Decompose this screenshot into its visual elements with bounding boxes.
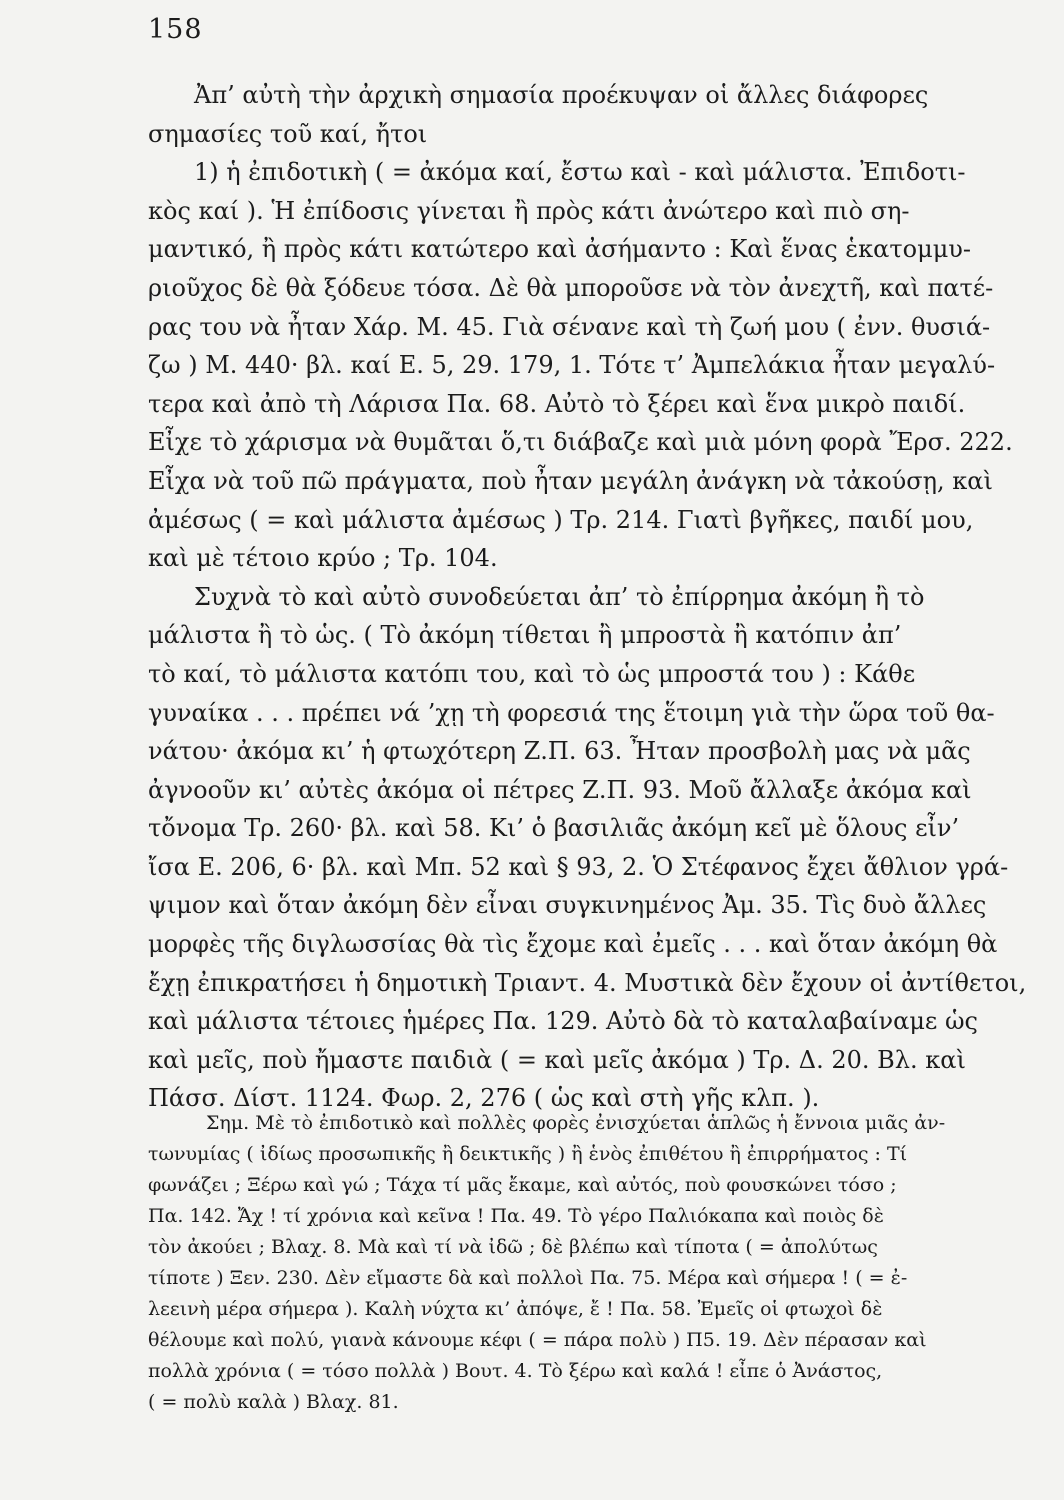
note-line: Πα. 142. Ἄχ ! τί χρόνια καὶ κεῖνα ! Πα. 49. Τὸ γέρο Παλιόκαπα καὶ ποιὸς δὲ — [148, 1205, 884, 1227]
text-line: ψιμον καὶ ὅταν ἀκόμη δὲν εἶναι συγκινημένος Ἀμ. 35. Τὶς δυὸ ἄλλες — [148, 891, 987, 920]
text-line: τερα καὶ ἀπὸ τὴ Λάρισα Πα. 68. Αὐτὸ τὸ ξέρει καὶ ἕνα μικρὸ παιδί. — [148, 389, 966, 418]
note-line: φωνάζει ; Ξέρω καὶ γώ ; Τάχα τί μᾶς ἔκαμε, καὶ αὐτός, ποὺ φουσκώνει τόσο ; — [148, 1174, 897, 1196]
text-line: ἀμέσως ( = καὶ μάλιστα ἀμέσως ) Τρ. 214. Γιατὶ βγῆκες, παιδί μου, — [148, 505, 974, 534]
text-line: καὶ μάλιστα τέτοιες ἡμέρες Πα. 129. Αὐτὸ δὰ τὸ καταλαβαίναμε ὡς — [148, 1007, 978, 1036]
text-line: τὄνομα Τρ. 260· βλ. καὶ 58. Κι’ ὁ βασιλιᾶς ἀκόμη κεῖ μὲ ὅλους εἶν’ — [148, 814, 960, 843]
note-line: τὸν ἀκούει ; Βλαχ. 8. Μὰ καὶ τί νὰ ἰδῶ ; δὲ βλέπω καὶ τίποτα ( = ἀπολύτως — [148, 1236, 878, 1258]
text-line: τὸ καί, τὸ μάλιστα κατόπι του, καὶ τὸ ὡς μπροστά του ) : Κάθε — [148, 659, 916, 688]
note-line: ( = πολὺ καλὰ ) Βλαχ. 81. — [148, 1391, 399, 1413]
text-line: σημασίες τοῦ καί, ἤτοι — [148, 119, 428, 148]
text-line: ζω ) Μ. 440· βλ. καί Ε. 5, 29. 179, 1. Τότε τ’ Ἀμπελάκια ἦταν μεγαλύ- — [148, 351, 996, 380]
text-line: μαντικό, ἢ πρὸς κάτι κατώτερο καὶ ἀσήμαντο : Καὶ ἕνας ἑκατομμυ- — [148, 235, 971, 264]
text-line: ριοῦχος δὲ θὰ ξόδευε τόσα. Δὲ θὰ μποροῦσε νὰ τὸν ἀνεχτῆ, καὶ πατέ- — [148, 273, 994, 302]
text-line: ρας του νὰ ἦταν Χάρ. Μ. 45. Γιὰ σένανε καὶ τὴ ζωή μου ( ἐνν. θυσιά- — [148, 312, 991, 341]
text-line: Ἀπ’ αὐτὴ τὴν ἀρχικὴ σημασία προέκυψαν οἱ ἄλλες διάφορες — [194, 81, 929, 109]
text-line: καὶ μεῖς, ποὺ ἤμαστε παιδιὰ ( = καὶ μεῖς ἀκόμα ) Τρ. Δ. 20. Βλ. καὶ — [148, 1045, 966, 1074]
text-line: Εἶχε τὸ χάρισμα νὰ θυμᾶται ὅ,τι διάβαζε καὶ μιὰ μόνη φορὰ Ἔρσ. 222. — [148, 428, 1013, 457]
text-line: ἀγνοοῦν κι’ αὐτὲς ἀκόμα οἱ πέτρες Ζ.Π. 93. Μοῦ ἄλλαξε ἀκόμα καὶ — [148, 775, 972, 804]
text-line: κὸς καί ). Ἡ ἐπίδοσις γίνεται ἢ πρὸς κάτι ἀνώτερο καὶ πιὸ ση- — [148, 196, 910, 225]
text-line: Πάσσ. Δίστ. 1124. Φωρ. 2, 276 ( ὡς καὶ στὴ γῆς κλπ. ). — [148, 1084, 820, 1113]
text-line: γυναίκα . . . πρέπει νά ’χῃ τὴ φορεσιά της ἕτοιμη γιὰ τὴν ὥρα τοῦ θα- — [148, 698, 995, 727]
note-line: πολλὰ χρόνια ( = τόσο πολλὰ ) Βουτ. 4. Τὸ ξέρω καὶ καλά ! εἶπε ὁ Ἀνάστος, — [148, 1360, 883, 1382]
text-line: ἴσα Ε. 206, 6· βλ. καὶ Μπ. 52 καὶ § 93, 2. Ὁ Στέφανος ἔχει ἄθλιον γρά- — [148, 852, 1009, 881]
main-text — [148, 76, 1060, 1118]
text-line: μάλιστα ἢ τὸ ὡς. ( Τὸ ἀκόμη τίθεται ἢ μπροστὰ ἢ κατόπιν ἀπ’ — [148, 621, 902, 650]
note-line: τίποτε ) Ξεν. 230. Δὲν εἴμαστε δὰ καὶ πολλοὶ Πα. 75. Μέρα καὶ σήμερα ! ( = ἐ- — [148, 1267, 908, 1289]
text-line: νάτου· ἀκόμα κι’ ἡ φτωχότερη Ζ.Π. 63. Ἦταν προσβολὴ μας νὰ μᾶς — [148, 737, 971, 766]
text-line: καὶ μὲ τέτοιο κρύο ; Τρ. 104. — [148, 544, 498, 573]
note-line: λεεινὴ μέρα σήμερα ). Καλὴ νύχτα κι’ ἀπόψε, ἔ ! Πα. 58. Ἐμεῖς οἱ φτωχοὶ δὲ — [148, 1298, 883, 1320]
note-line: Σημ. Μὲ τὸ ἐπιδοτικὸ καὶ πολλὲς φορὲς ἐνισχύεται ἁπλῶς ἡ ἔννοια μιᾶς ἀν- — [206, 1112, 946, 1134]
page-number: 158 — [148, 14, 203, 45]
note-block — [148, 1108, 1060, 1418]
note-line: θέλουμε καὶ πολύ, γιανὰ κάνουμε κέφι ( = πάρα πολὺ ) Π5. 19. Δὲν πέρασαν καὶ — [148, 1329, 927, 1351]
note-line: τωνυμίας ( ἰδίως προσωπικῆς ἢ δεικτικῆς ) ἢ ἑνὸς ἐπιθέτου ἢ ἐπιρρήματος : Τί — [148, 1143, 908, 1165]
text-line: Συχνὰ τὸ καὶ αὐτὸ συνοδεύεται ἀπ’ τὸ ἐπίρρημα ἀκόμη ἢ τὸ — [194, 582, 925, 611]
text-line: Εἶχα νὰ τοῦ πῶ πράγματα, ποὺ ἦταν μεγάλη ἀνάγκη νὰ τἀκούσῃ, καὶ — [148, 466, 993, 495]
text-line: μορφὲς τῆς διγλωσσίας θὰ τὶς ἔχομε καὶ ἐμεῖς . . . καὶ ὅταν ἀκόμη θὰ — [148, 930, 998, 959]
text-line: 1) ἡ ἐπιδοτικὴ ( = ἀκόμα καί, ἔστω καὶ - καὶ μάλιστα. Ἐπιδοτι- — [194, 158, 966, 187]
text-line: ἔχῃ ἐπικρατήσει ἡ δημοτικὴ Τριαντ. 4. Μυστικὰ δὲν ἔχουν οἱ ἀντίθετοι, — [148, 968, 1027, 997]
